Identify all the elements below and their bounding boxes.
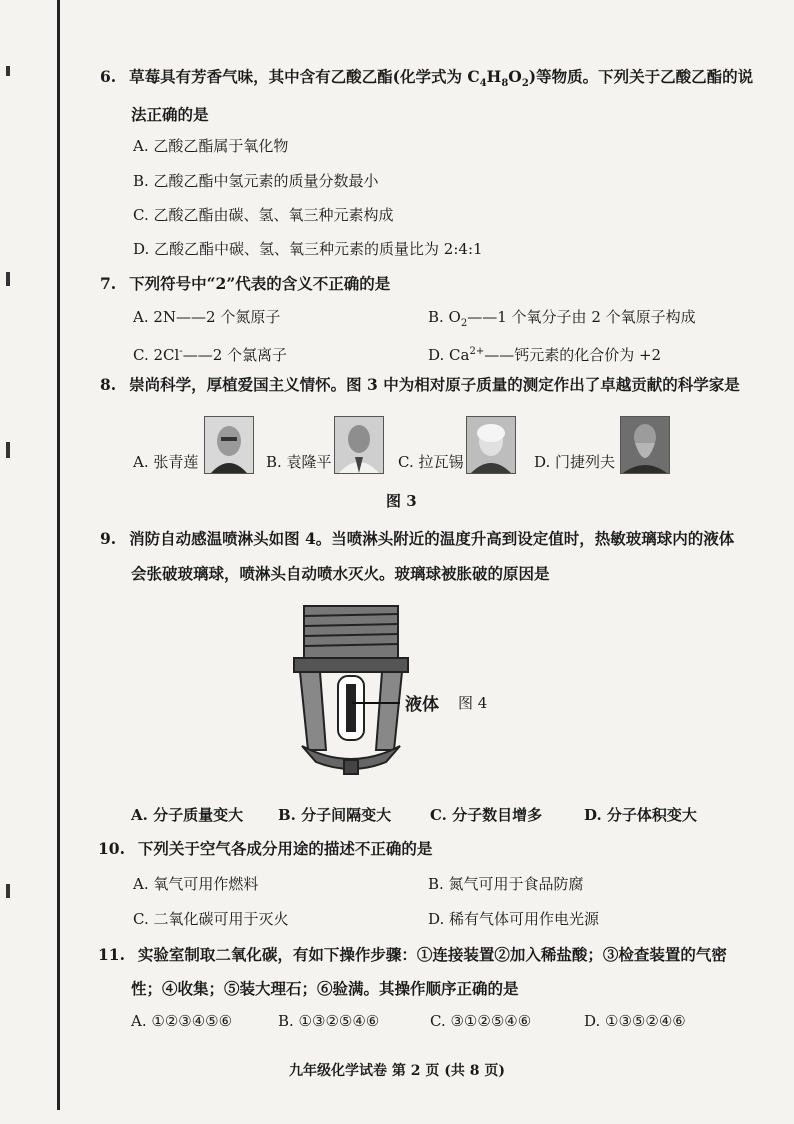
q10-option-d: D. 稀有气体可用作电光源: [428, 910, 600, 928]
margin-mark: [6, 442, 10, 458]
liquid-label: 液体: [405, 695, 439, 715]
q7-option-a: A. 2N——2 个氮原子: [133, 308, 281, 326]
q7-stem-text: 下列符号中“2”代表的含义不正确的是: [129, 274, 391, 293]
q11-option-a: A. ①②③④⑤⑥: [131, 1012, 233, 1030]
q7-option-d: D. $Ca^{2+}——$钙元素的化合价为 +2: [428, 346, 662, 364]
liquid-pointer-line: [352, 702, 400, 704]
q11-option-b: B. ①③②⑤④⑥: [278, 1012, 380, 1030]
q9-stem-line2: 会张破玻璃球，喷淋头自动喷水灭火。玻璃球被胀破的原因是: [131, 564, 550, 583]
q6-number: 6.: [100, 67, 117, 86]
figure-4-caption: 图 4: [458, 694, 488, 712]
portrait-mendeleev: [620, 416, 670, 474]
q10-number: 10.: [98, 839, 125, 858]
q7-stem: [100, 273, 390, 295]
q9-option-b: B. 分子间隔变大: [278, 806, 392, 824]
binding-line: [57, 0, 60, 1110]
q6-option-d: D. 乙酸乙酯中碳、氢、氧三种元素的质量比为 2:4:1: [133, 240, 483, 258]
margin-mark: [6, 66, 10, 76]
q6-stem-line1: [100, 66, 753, 95]
q6-option-a: A. 乙酸乙酯属于氧化物: [133, 137, 289, 155]
q9-stem-text: 消防自动感温喷淋头如图 4。当喷淋头附近的温度升高到设定值时，热敏玻璃球内的液体: [129, 529, 735, 548]
q11-stem-line1: [98, 944, 727, 966]
q11-option-d: D. ①③⑤②④⑥: [584, 1012, 686, 1030]
q11-stem-line2: 性；④收集；⑤装大理石；⑥验满。其操作顺序正确的是: [131, 979, 519, 998]
q6-stem-part: )等物质。下列关于乙酸乙酯的说: [528, 67, 754, 86]
q10-option-b: B. 氮气可用于食品防腐: [428, 875, 584, 893]
q6-option-b: B. 乙酸乙酯中氢元素的质量分数最小: [133, 172, 379, 190]
q9-option-a: A. 分子质量变大: [131, 806, 244, 824]
q10-option-a: A. 氧气可用作燃料: [133, 875, 259, 893]
q8-option-b: B. 袁隆平: [266, 453, 332, 471]
q8-stem: [100, 374, 740, 396]
q9-option-c: C. 分子数目增多: [430, 806, 543, 824]
q10-stem: [98, 838, 432, 860]
q7-option-c: C. 2Cl-——2 个氯离子: [133, 346, 287, 364]
q10-option-c: C. 二氧化碳可用于灭火: [133, 910, 289, 928]
q8-option-c: C. 拉瓦锡: [398, 453, 464, 471]
portrait-zhang-qinglian: [204, 416, 254, 474]
q9-number: 9.: [100, 529, 117, 548]
portrait-yuan-longping: [334, 416, 384, 474]
margin-mark: [6, 884, 10, 898]
q11-number: 11.: [98, 945, 125, 964]
q11-option-c: C. ③①②⑤④⑥: [430, 1012, 532, 1030]
figure-3-caption: 图 3: [386, 492, 417, 510]
q8-option-d: D. 门捷列夫: [534, 453, 616, 471]
q6-stem-part: 草莓具有芳香气味，其中含有乙酸乙酯(化学式为 C: [129, 67, 480, 86]
q6-stem-part: H: [486, 67, 502, 86]
q9-option-d: D. 分子体积变大: [584, 806, 697, 824]
portrait-lavoisier: [466, 416, 516, 474]
q8-option-a: A. 张青莲: [133, 453, 199, 471]
q10-stem-text: 下列关于空气各成分用途的描述不正确的是: [137, 839, 433, 858]
q7-option-b: B. $O_2——1$ 个氧分子由 2 个氧原子构成: [428, 308, 696, 329]
page-footer: 九年级化学试卷 第 2 页 (共 8 页): [289, 1063, 505, 1079]
q11-stem-text: 实验室制取二氧化碳，有如下操作步骤：①连接装置②加入稀盐酸；③检查装置的气密: [137, 945, 727, 964]
q6-stem-line2: 法正确的是: [131, 105, 209, 124]
margin-mark: [6, 272, 10, 286]
q6-option-c: C. 乙酸乙酯由碳、氢、氧三种元素构成: [133, 206, 394, 224]
q8-number: 8.: [100, 375, 117, 394]
q7-number: 7.: [100, 274, 117, 293]
sprinkler-illustration: [286, 600, 416, 784]
q6-sub: 8: [501, 78, 509, 90]
q6-sub: 4: [479, 78, 487, 90]
q8-stem-text: 崇尚科学，厚植爱国主义情怀。图 3 中为相对原子质量的测定作出了卓越贡献的科学家是: [129, 375, 740, 394]
q9-stem-line1: [100, 528, 734, 550]
q6-sub: 2: [521, 78, 529, 90]
q6-stem-part: O: [508, 67, 522, 86]
